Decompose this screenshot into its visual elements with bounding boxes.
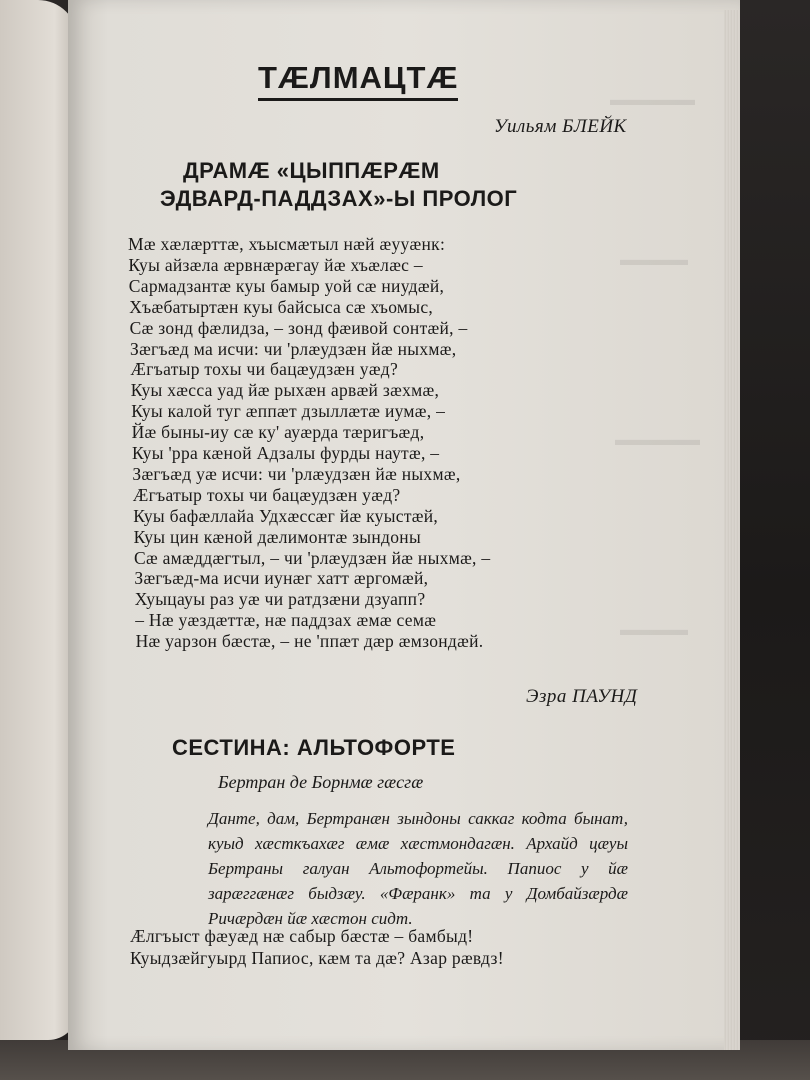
section-title: ТÆЛМАЦТÆ — [258, 60, 458, 101]
poem2-intro: Данте, дам, Бертранæн зындоны саккаг кодта бынат, куыд хæсткъахæг æмæ хæстмондагæн. Архайд цæуы Бертраны галуан Альтофортейы. Папиос у йæ зарæггæнæг быдзæу. «Фæранк» та у Домбайзæрдæ Ричæрдæн йæ хæстон сидт. — [208, 809, 628, 928]
verse-line: Сæ зонд фæлидза, – зонд фæивой сонтæй, – — [129, 317, 468, 338]
verse-line: Зæгъæд ма исчи: чи 'рлæудзæн йæ ныхмæ, — [130, 338, 457, 359]
page-stack-edges — [724, 10, 740, 1050]
bleed-through-mark: ▬▬▬▬▬ — [615, 430, 700, 449]
verse-line: Куыдзæйгуырд Папиос, кæм та дæ? Азар рæвдз! — [130, 948, 504, 968]
verse-line: Зæгъæд-ма исчи иунæг хатт æргомæй, — [134, 568, 429, 589]
verse-line: Зæгъæд уæ исчи: чи 'рлæудзæн йæ ныхмæ, — [132, 463, 461, 484]
verse-line: Куы бафæллайа Удхæссæг йæ куыстæй, — [133, 505, 439, 526]
verse-line: Æгъатыр тохы чи бацæудзæн уæд? — [130, 359, 399, 380]
verse-line: Мæ хæлæрттæ, хъысмæтыл нæй æууæнк: — [128, 234, 446, 254]
verse-line: Куы хæсса уад йæ рыхæн арвæй зæхмæ, — [130, 380, 440, 401]
poem1-title-line1: ДРАМÆ «ЦЫППÆРÆМ — [183, 158, 440, 183]
verse-line: Куы айзæла æрвнæрæгау йæ хъæлæс – — [128, 254, 423, 275]
bleed-through-mark: ▬▬▬▬ — [620, 250, 688, 269]
verse-line: Æгъатыр тохы чи бацæудзæн уæд? — [132, 484, 401, 505]
bleed-through-mark: ▬▬▬▬▬ — [610, 90, 695, 109]
previous-page-edge — [0, 0, 78, 1040]
verse-line: Сармадзантæ куы бамыр уой сæ ниудæй, — [128, 275, 445, 296]
verse-line: Йæ быны-иу сæ ку' ауæрда тæригъæд, — [131, 422, 425, 443]
verse-line: Хуыцауы раз уæ чи ратдзæни дзуапп? — [134, 589, 426, 610]
verse-line: Хъæбатыртæн куы байсыса сæ хъомыс, — [129, 296, 434, 317]
bleed-through-mark: ▬▬▬▬ — [620, 620, 688, 639]
verse-line: Нæ уарзон бæстæ, – не 'ппæт дæр æмзондæй. — [135, 631, 484, 652]
poem1-title-line2: ЭДВАРД-ПАДДЗАХ»-Ы ПРОЛОГ — [160, 186, 518, 211]
verse-line: Куы калой туг æппæт дзыллæтæ иумæ, – — [131, 401, 446, 422]
verse-line: – Нæ уæздæттæ, нæ паддзах æмæ семæ — [135, 610, 437, 631]
poem1-author: Уильям БЛЕЙК — [494, 116, 627, 137]
poem2-speaker: Бертран де Борнмæ гæсгæ — [218, 772, 424, 792]
verse-line: Сæ амæддæгтыл, – чи 'рлæудзæн йæ ныхмæ, – — [134, 547, 491, 568]
verse-line: Куы цин кæной дæлимонтæ зындоны — [133, 526, 422, 547]
verse-line: Æлгъыст фæуæд нæ сабыр бæстæ – бамбыд! — [130, 926, 474, 946]
poem2-title: СЕСТИНА: АЛЬТОФОРТЕ — [172, 735, 456, 760]
verse-line: Куы 'рра кæной Адзалы фурды наутæ, – — [132, 443, 440, 463]
poem2-author: Эзра ПАУНД — [526, 686, 638, 707]
